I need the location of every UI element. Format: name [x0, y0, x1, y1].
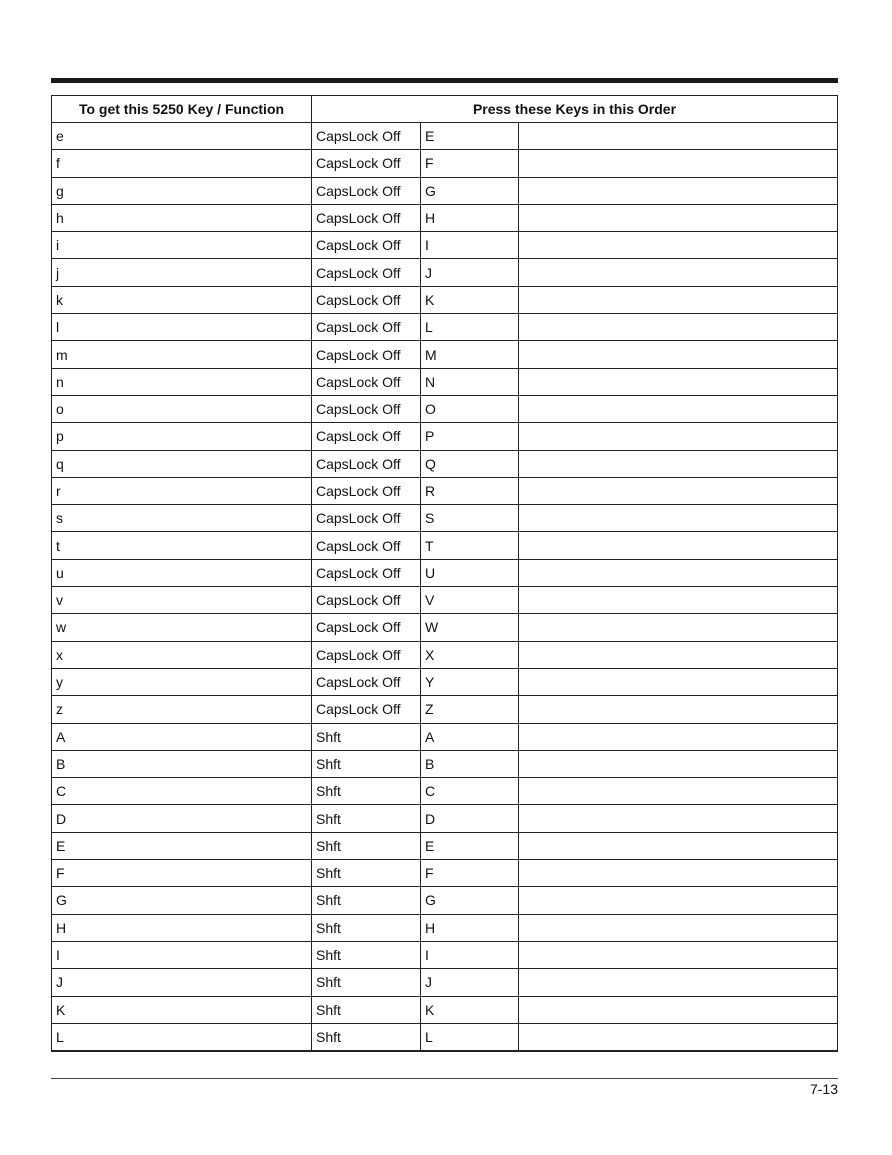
- table-row: [52, 805, 838, 832]
- empty-cell: [519, 341, 838, 368]
- press-key-cell: O: [421, 395, 519, 422]
- table-row: [52, 477, 838, 504]
- empty-cell: [519, 1023, 838, 1051]
- empty-cell: [519, 505, 838, 532]
- modifier-cell: CapsLock Off: [312, 559, 421, 586]
- press-key-cell: A: [421, 723, 519, 750]
- function-cell: B: [52, 750, 312, 777]
- table-row: [52, 696, 838, 723]
- function-cell: v: [52, 587, 312, 614]
- press-key-cell: H: [421, 914, 519, 941]
- function-cell: m: [52, 341, 312, 368]
- modifier-cell: CapsLock Off: [312, 259, 421, 286]
- function-cell: n: [52, 368, 312, 395]
- function-cell: f: [52, 150, 312, 177]
- table-row: [52, 314, 838, 341]
- press-key-cell: W: [421, 614, 519, 641]
- table-row: [52, 259, 838, 286]
- function-cell: y: [52, 668, 312, 695]
- press-key-cell: F: [421, 150, 519, 177]
- modifier-cell: Shft: [312, 860, 421, 887]
- table-row: [52, 723, 838, 750]
- empty-cell: [519, 259, 838, 286]
- table-row: [52, 150, 838, 177]
- table-row: [52, 778, 838, 805]
- press-key-cell: D: [421, 805, 519, 832]
- modifier-cell: CapsLock Off: [312, 395, 421, 422]
- table-row: [52, 587, 838, 614]
- function-cell: w: [52, 614, 312, 641]
- modifier-cell: CapsLock Off: [312, 587, 421, 614]
- function-cell: G: [52, 887, 312, 914]
- table-row: [52, 614, 838, 641]
- empty-cell: [519, 204, 838, 231]
- modifier-cell: Shft: [312, 750, 421, 777]
- press-key-cell: P: [421, 423, 519, 450]
- modifier-cell: CapsLock Off: [312, 668, 421, 695]
- modifier-cell: CapsLock Off: [312, 641, 421, 668]
- modifier-cell: Shft: [312, 778, 421, 805]
- modifier-cell: CapsLock Off: [312, 314, 421, 341]
- empty-cell: [519, 614, 838, 641]
- modifier-cell: Shft: [312, 996, 421, 1023]
- modifier-cell: Shft: [312, 1023, 421, 1051]
- empty-cell: [519, 477, 838, 504]
- modifier-cell: Shft: [312, 914, 421, 941]
- table-row: [52, 559, 838, 586]
- function-cell: o: [52, 395, 312, 422]
- table-row: [52, 887, 838, 914]
- empty-cell: [519, 778, 838, 805]
- modifier-cell: CapsLock Off: [312, 532, 421, 559]
- modifier-cell: CapsLock Off: [312, 423, 421, 450]
- modifier-cell: CapsLock Off: [312, 204, 421, 231]
- table-row: [52, 914, 838, 941]
- empty-cell: [519, 941, 838, 968]
- press-key-cell: J: [421, 969, 519, 996]
- table-row: [52, 941, 838, 968]
- function-cell: k: [52, 286, 312, 313]
- empty-cell: [519, 805, 838, 832]
- modifier-cell: CapsLock Off: [312, 123, 421, 150]
- press-key-cell: G: [421, 887, 519, 914]
- modifier-cell: CapsLock Off: [312, 286, 421, 313]
- table-row: [52, 177, 838, 204]
- table-row: [52, 505, 838, 532]
- empty-cell: [519, 914, 838, 941]
- empty-cell: [519, 750, 838, 777]
- table-row: [52, 204, 838, 231]
- table-row: [52, 532, 838, 559]
- press-key-cell: I: [421, 941, 519, 968]
- empty-cell: [519, 723, 838, 750]
- empty-cell: [519, 832, 838, 859]
- press-key-cell: K: [421, 996, 519, 1023]
- empty-cell: [519, 286, 838, 313]
- modifier-cell: CapsLock Off: [312, 477, 421, 504]
- empty-cell: [519, 123, 838, 150]
- function-cell: A: [52, 723, 312, 750]
- press-key-cell: V: [421, 587, 519, 614]
- press-key-cell: C: [421, 778, 519, 805]
- press-key-cell: G: [421, 177, 519, 204]
- empty-cell: [519, 395, 838, 422]
- press-key-cell: Z: [421, 696, 519, 723]
- function-cell: F: [52, 860, 312, 887]
- header-rule: [51, 78, 838, 83]
- empty-cell: [519, 641, 838, 668]
- press-key-cell: B: [421, 750, 519, 777]
- function-cell: r: [52, 477, 312, 504]
- table-row: [52, 860, 838, 887]
- function-cell: l: [52, 314, 312, 341]
- press-key-cell: L: [421, 314, 519, 341]
- function-cell: q: [52, 450, 312, 477]
- modifier-cell: CapsLock Off: [312, 505, 421, 532]
- modifier-cell: Shft: [312, 969, 421, 996]
- table-row: [52, 368, 838, 395]
- modifier-cell: CapsLock Off: [312, 177, 421, 204]
- modifier-cell: CapsLock Off: [312, 450, 421, 477]
- table-row: [52, 996, 838, 1023]
- press-key-cell: Q: [421, 450, 519, 477]
- modifier-cell: CapsLock Off: [312, 368, 421, 395]
- press-key-cell: L: [421, 1023, 519, 1051]
- function-cell: j: [52, 259, 312, 286]
- function-cell: p: [52, 423, 312, 450]
- table-body: [52, 123, 838, 1052]
- press-key-cell: T: [421, 532, 519, 559]
- empty-cell: [519, 314, 838, 341]
- empty-cell: [519, 969, 838, 996]
- press-key-cell: H: [421, 204, 519, 231]
- empty-cell: [519, 668, 838, 695]
- press-key-cell: U: [421, 559, 519, 586]
- function-cell: s: [52, 505, 312, 532]
- empty-cell: [519, 150, 838, 177]
- press-key-cell: K: [421, 286, 519, 313]
- page-number: 7-13: [809, 1081, 838, 1097]
- press-key-cell: S: [421, 505, 519, 532]
- function-cell: K: [52, 996, 312, 1023]
- function-cell: L: [52, 1023, 312, 1051]
- press-key-cell: M: [421, 341, 519, 368]
- function-cell: t: [52, 532, 312, 559]
- empty-cell: [519, 696, 838, 723]
- modifier-cell: Shft: [312, 832, 421, 859]
- function-cell: z: [52, 696, 312, 723]
- function-cell: E: [52, 832, 312, 859]
- empty-cell: [519, 996, 838, 1023]
- empty-cell: [519, 587, 838, 614]
- empty-cell: [519, 177, 838, 204]
- modifier-cell: CapsLock Off: [312, 150, 421, 177]
- table-row: [52, 232, 838, 259]
- function-cell: u: [52, 559, 312, 586]
- empty-cell: [519, 559, 838, 586]
- table-header-row: [52, 96, 838, 123]
- empty-cell: [519, 368, 838, 395]
- table-row: [52, 286, 838, 313]
- table-row: [52, 423, 838, 450]
- modifier-cell: CapsLock Off: [312, 341, 421, 368]
- function-cell: x: [52, 641, 312, 668]
- function-cell: e: [52, 123, 312, 150]
- function-cell: J: [52, 969, 312, 996]
- function-cell: D: [52, 805, 312, 832]
- modifier-cell: Shft: [312, 941, 421, 968]
- modifier-cell: Shft: [312, 723, 421, 750]
- table-row: [52, 450, 838, 477]
- table-row: [52, 750, 838, 777]
- table-row: [52, 668, 838, 695]
- press-key-cell: X: [421, 641, 519, 668]
- modifier-cell: CapsLock Off: [312, 232, 421, 259]
- press-key-cell: E: [421, 123, 519, 150]
- modifier-cell: CapsLock Off: [312, 696, 421, 723]
- press-key-cell: I: [421, 232, 519, 259]
- table-row: [52, 123, 838, 150]
- header-press-keys: Press these Keys in this Order: [312, 96, 838, 123]
- modifier-cell: Shft: [312, 805, 421, 832]
- table-row: [52, 969, 838, 996]
- empty-cell: [519, 532, 838, 559]
- empty-cell: [519, 423, 838, 450]
- press-key-cell: N: [421, 368, 519, 395]
- empty-cell: [519, 887, 838, 914]
- empty-cell: [519, 450, 838, 477]
- press-key-cell: J: [421, 259, 519, 286]
- table-row: [52, 1023, 838, 1051]
- modifier-cell: CapsLock Off: [312, 614, 421, 641]
- empty-cell: [519, 860, 838, 887]
- function-cell: I: [52, 941, 312, 968]
- function-cell: H: [52, 914, 312, 941]
- function-cell: g: [52, 177, 312, 204]
- empty-cell: [519, 232, 838, 259]
- table-row: [52, 341, 838, 368]
- footer-rule: [51, 1078, 838, 1079]
- function-cell: h: [52, 204, 312, 231]
- modifier-cell: Shft: [312, 887, 421, 914]
- table-row: [52, 395, 838, 422]
- press-key-cell: F: [421, 860, 519, 887]
- key-mapping-table: [51, 95, 838, 1052]
- table-row: [52, 832, 838, 859]
- press-key-cell: R: [421, 477, 519, 504]
- header-function: To get this 5250 Key / Function: [52, 96, 312, 123]
- table-row: [52, 641, 838, 668]
- press-key-cell: E: [421, 832, 519, 859]
- function-cell: C: [52, 778, 312, 805]
- function-cell: i: [52, 232, 312, 259]
- press-key-cell: Y: [421, 668, 519, 695]
